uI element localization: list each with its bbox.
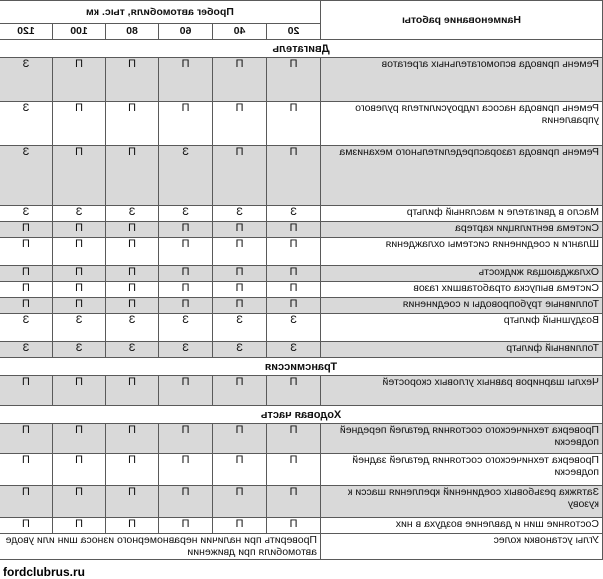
table-row — [0, 518, 603, 534]
work-name-cell: Проверка технического состояния деталей передней подвески — [321, 424, 603, 454]
interval-cell: П — [159, 282, 213, 298]
work-name-cell: Топливные трубопроводы и соединения — [321, 298, 603, 314]
interval-cell: П — [213, 238, 267, 266]
interval-cell: П — [53, 518, 106, 534]
interval-cell: П — [267, 376, 321, 406]
km-header-100: 100 — [53, 23, 106, 39]
table-row — [0, 238, 603, 266]
interval-cell: З — [53, 342, 106, 358]
interval-cell: П — [213, 454, 267, 486]
interval-cell: П — [159, 222, 213, 238]
interval-cell: П — [267, 486, 321, 518]
interval-cell: П — [53, 222, 106, 238]
interval-cell: П — [53, 298, 106, 314]
table-row — [0, 282, 603, 298]
interval-cell: П — [106, 376, 159, 406]
work-name-header: Наименование работы — [321, 1, 603, 40]
interval-cell: П — [0, 518, 53, 534]
interval-cell: П — [0, 454, 53, 486]
interval-cell: З — [267, 342, 321, 358]
interval-cell: П — [267, 222, 321, 238]
interval-cell: П — [106, 518, 159, 534]
interval-cell: П — [159, 266, 213, 282]
table-row — [0, 298, 603, 314]
table-row — [0, 146, 603, 206]
interval-cell: П — [106, 222, 159, 238]
interval-cell: П — [267, 298, 321, 314]
interval-cell: П — [159, 518, 213, 534]
interval-cell: З — [0, 342, 53, 358]
interval-cell: П — [159, 454, 213, 486]
work-name-cell: Воздушный фильтр — [321, 314, 603, 342]
interval-cell: П — [0, 222, 53, 238]
interval-cell: П — [53, 486, 106, 518]
interval-cell: З — [106, 206, 159, 222]
interval-cell: П — [53, 424, 106, 454]
interval-cell: П — [267, 454, 321, 486]
work-name-cell: Охлаждающая жидкость — [321, 266, 603, 282]
interval-cell: П — [213, 298, 267, 314]
interval-cell: П — [159, 238, 213, 266]
interval-cell: П — [106, 146, 159, 206]
interval-cell: П — [53, 146, 106, 206]
interval-cell: П — [267, 238, 321, 266]
interval-cell: П — [159, 376, 213, 406]
work-name-cell: Состояние шин и давление воздуха в них — [321, 518, 603, 534]
interval-cell: З — [267, 314, 321, 342]
interval-cell: З — [0, 146, 53, 206]
interval-cell: П — [0, 282, 53, 298]
km-header-40: 40 — [213, 23, 267, 39]
interval-cell: П — [213, 146, 267, 206]
section-row — [0, 358, 603, 376]
interval-cell: П — [267, 282, 321, 298]
section-title: Двигатель — [0, 40, 603, 58]
interval-cell: П — [106, 58, 159, 102]
interval-cell: П — [106, 424, 159, 454]
table-row — [0, 222, 603, 238]
interval-cell: П — [53, 266, 106, 282]
interval-cell: П — [213, 518, 267, 534]
interval-cell: З — [213, 342, 267, 358]
interval-cell: З — [0, 314, 53, 342]
watermark: fordclubrus.ru — [0, 565, 88, 579]
interval-cell: П — [159, 102, 213, 146]
interval-cell: П — [213, 486, 267, 518]
table-row — [0, 314, 603, 342]
section-row — [0, 406, 603, 424]
table-row — [0, 486, 603, 518]
work-name-cell: Система вентиляции картера — [321, 222, 603, 238]
work-name-cell: Топливный фильтр — [321, 342, 603, 358]
work-name-cell: Шланги и соединения системы охлаждения — [321, 238, 603, 266]
table-row — [0, 266, 603, 282]
interval-cell: П — [267, 58, 321, 102]
interval-cell: П — [106, 298, 159, 314]
interval-cell: П — [53, 282, 106, 298]
interval-cell: П — [106, 486, 159, 518]
work-name-cell: Проверка технического состояния деталей задней подвески — [321, 454, 603, 486]
interval-cell: П — [53, 376, 106, 406]
interval-cell: П — [106, 238, 159, 266]
interval-cell: П — [267, 424, 321, 454]
interval-cell: П — [213, 222, 267, 238]
table-row — [0, 424, 603, 454]
interval-cell: П — [267, 102, 321, 146]
interval-cell: П — [53, 238, 106, 266]
interval-cell: П — [53, 454, 106, 486]
interval-cell: З — [106, 342, 159, 358]
work-name-cell: Углы установки колес — [321, 534, 603, 560]
interval-cell: З — [159, 206, 213, 222]
interval-cell: З — [159, 146, 213, 206]
interval-cell: З — [213, 206, 267, 222]
interval-cell: П — [267, 266, 321, 282]
interval-cell: П — [159, 486, 213, 518]
interval-cell: П — [0, 376, 53, 406]
work-name-cell: Система выпуска отработавших газов — [321, 282, 603, 298]
interval-cell: П — [0, 266, 53, 282]
table-row — [0, 58, 603, 102]
table-row — [0, 534, 603, 560]
interval-cell: П — [213, 58, 267, 102]
interval-cell: З — [53, 314, 106, 342]
section-title: Трансмиссия — [0, 358, 603, 376]
work-name-cell: Чехлы шарниров равных угловых скоростей — [321, 376, 603, 406]
interval-cell: З — [53, 206, 106, 222]
interval-cell: З — [0, 206, 53, 222]
interval-cell: П — [213, 266, 267, 282]
section-title: Ходовая часть — [0, 406, 603, 424]
table-row — [0, 206, 603, 222]
interval-cell: П — [53, 102, 106, 146]
table-row — [0, 376, 603, 406]
interval-cell: П — [267, 146, 321, 206]
interval-cell: З — [0, 58, 53, 102]
interval-cell: П — [0, 424, 53, 454]
table-row — [0, 342, 603, 358]
km-header-120: 120 — [0, 23, 53, 39]
km-header-80: 80 — [106, 23, 159, 39]
interval-cell: П — [0, 238, 53, 266]
interval-cell: З — [0, 102, 53, 146]
interval-cell: З — [159, 342, 213, 358]
interval-cell: П — [106, 266, 159, 282]
interval-cell: П — [53, 58, 106, 102]
work-name-cell: Масло в двигателе и масляный фильтр — [321, 206, 603, 222]
interval-cell: З — [213, 314, 267, 342]
km-header-60: 60 — [159, 23, 213, 39]
section-row — [0, 40, 603, 58]
interval-cell: П — [213, 282, 267, 298]
interval-cell: П — [213, 102, 267, 146]
interval-cell: П — [0, 486, 53, 518]
note-cell: Проверить при наличии неравномерного износа шин или уводе автомобиля при движении — [0, 534, 321, 560]
interval-cell: П — [106, 102, 159, 146]
work-name-cell: Ремень привода газораспределительного механизма — [321, 146, 603, 206]
interval-cell: П — [213, 376, 267, 406]
km-header-20: 20 — [267, 23, 321, 39]
table-row — [0, 102, 603, 146]
work-name-cell: Ремень привода насоса гидроусилителя рулевого управления — [321, 102, 603, 146]
interval-cell: П — [159, 424, 213, 454]
interval-cell: З — [267, 206, 321, 222]
interval-cell: П — [0, 298, 53, 314]
mileage-header: Пробег автомобиля, тыс. км — [0, 1, 321, 24]
interval-cell: П — [159, 298, 213, 314]
interval-cell: П — [267, 518, 321, 534]
table-row — [0, 454, 603, 486]
interval-cell: З — [106, 314, 159, 342]
work-name-cell: Затяжка резьбовых соединений крепления шасси к кузову — [321, 486, 603, 518]
interval-cell: П — [106, 454, 159, 486]
interval-cell: П — [213, 424, 267, 454]
work-name-cell: Ремень привода вспомогательных агрегатов — [321, 58, 603, 102]
interval-cell: П — [106, 282, 159, 298]
interval-cell: З — [159, 314, 213, 342]
interval-cell: П — [159, 58, 213, 102]
